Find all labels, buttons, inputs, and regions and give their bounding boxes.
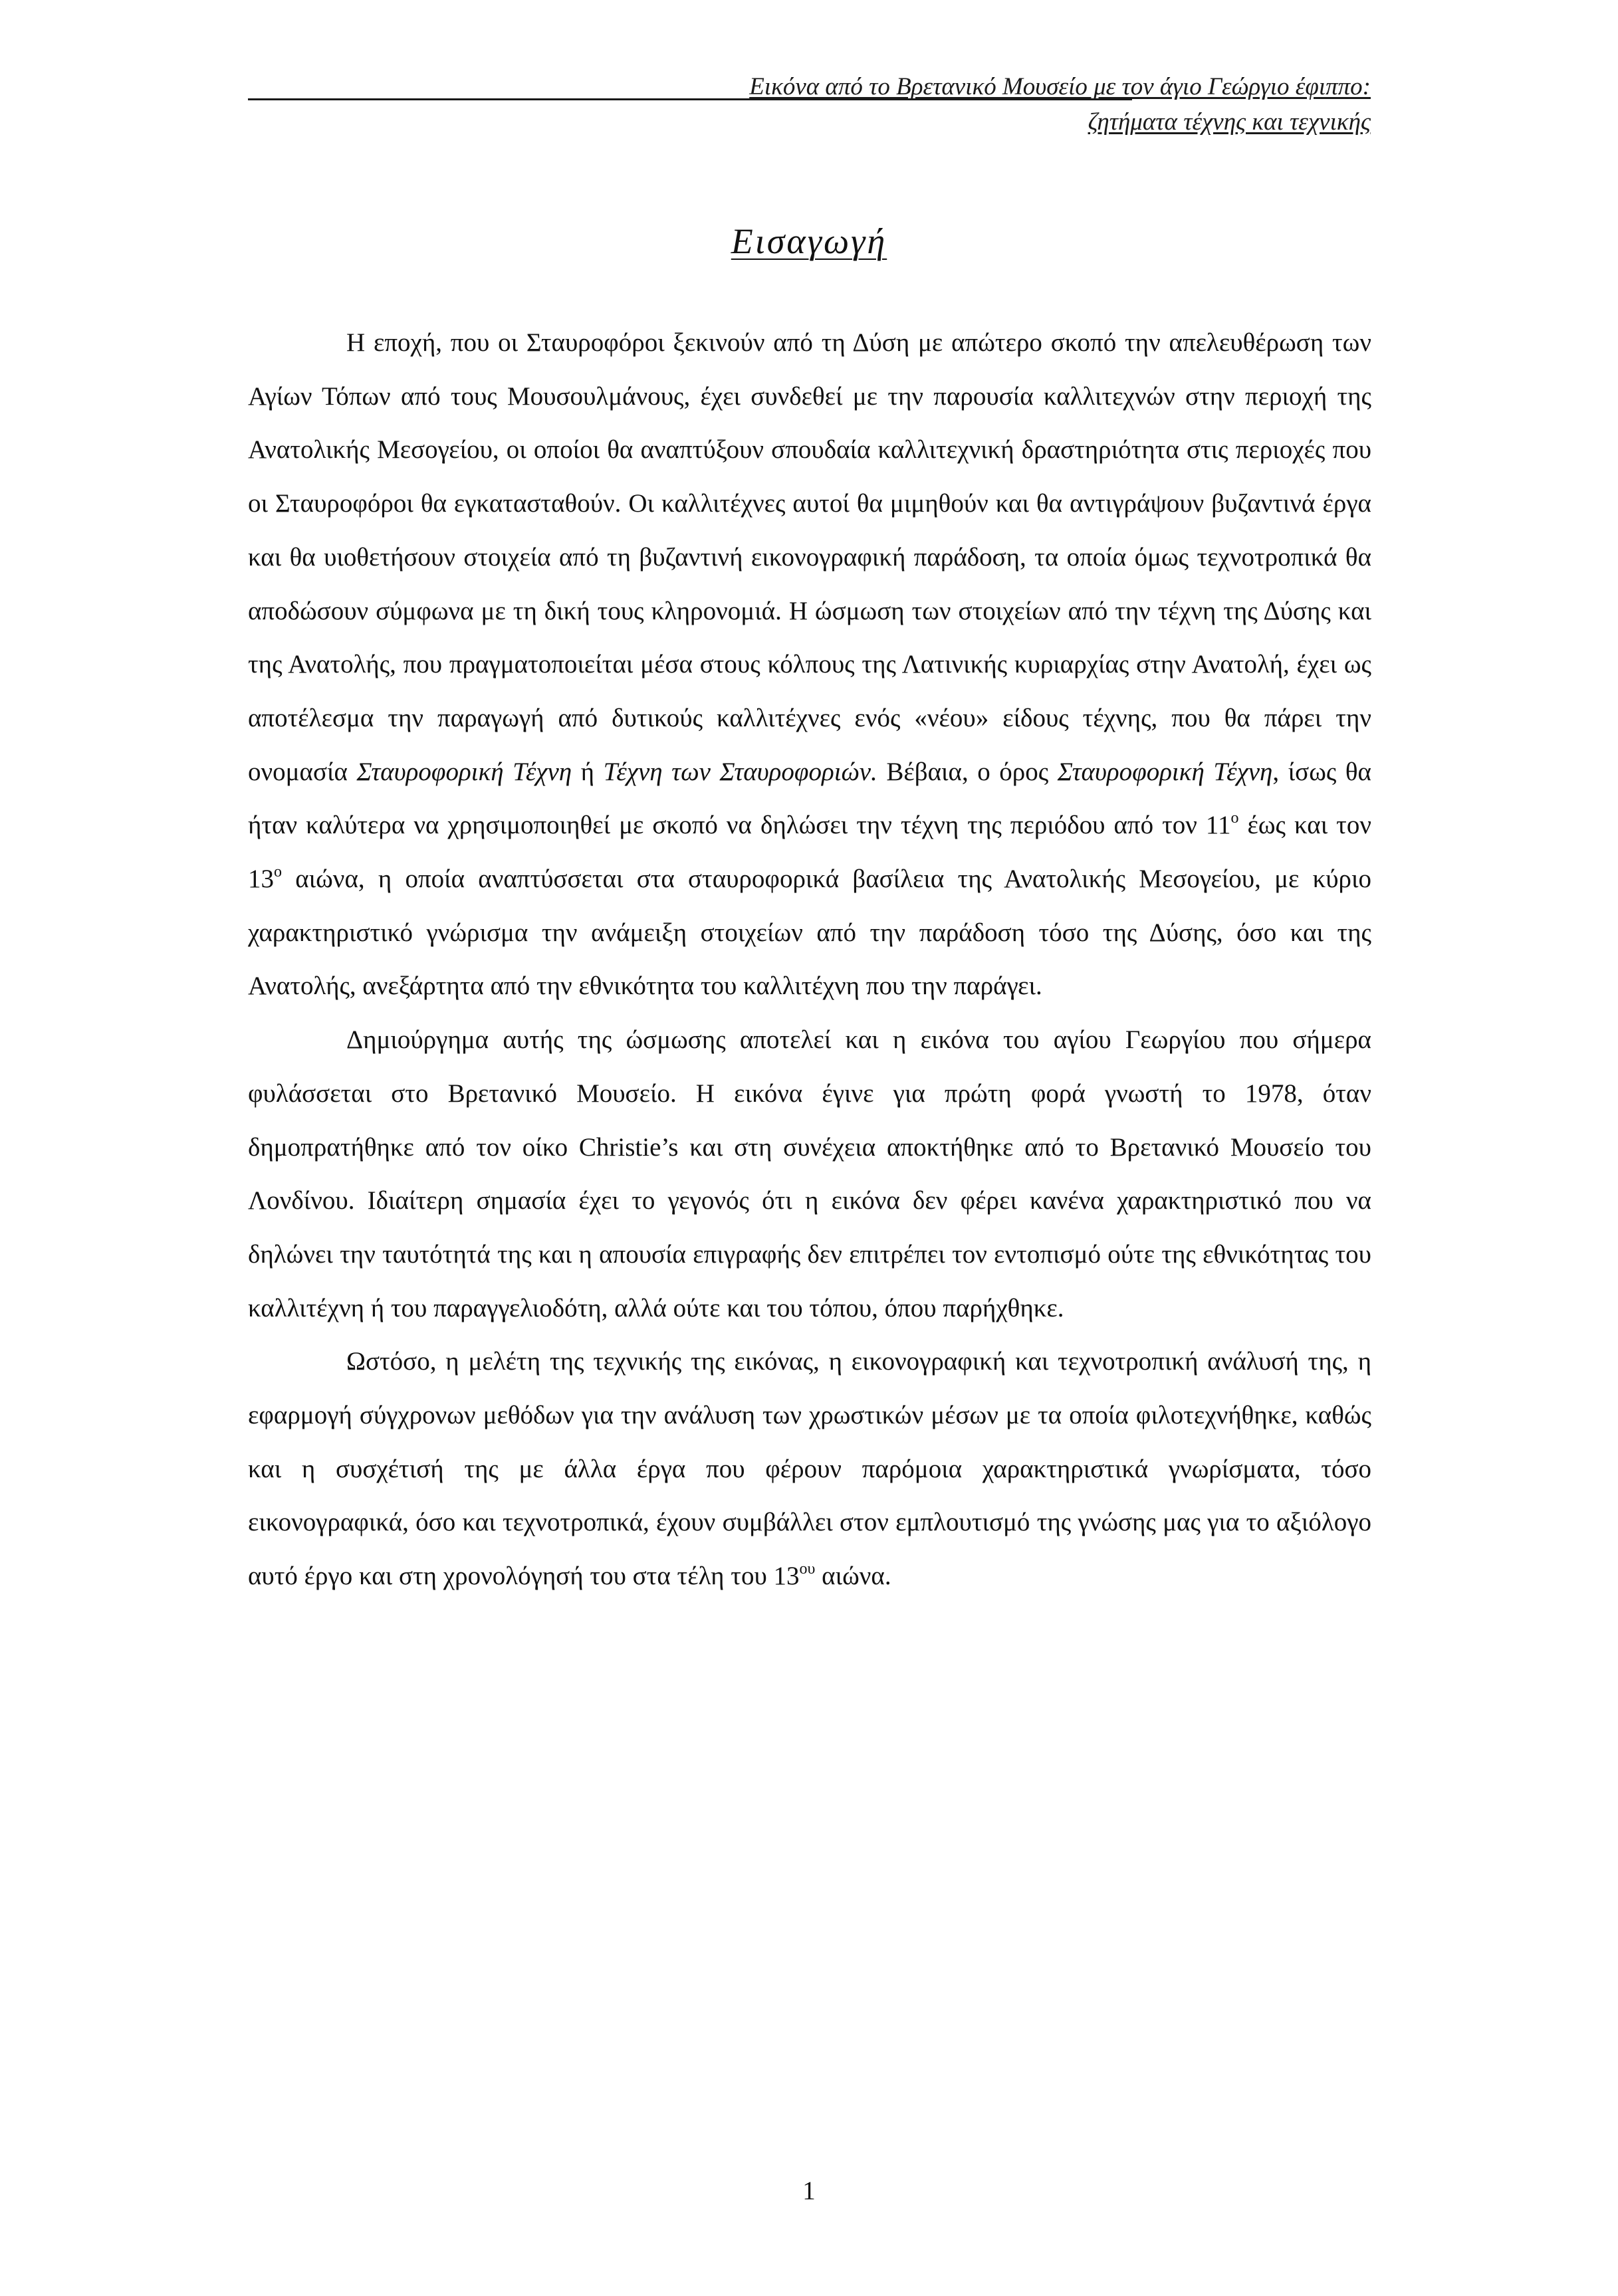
paragraph-1-text-f: αιώνα, η οποία αναπτύσσεται στα σταυροφορικά βασίλεια της Ανατολικής Μεσογείου, με κύριο χαρακτηριστικό γνώρισμα την ανάμειξη στοιχείων από την παράδοση τόσο της Δύσης, όσο και της Ανατολής, ανεξάρτητα από την εθνικότητα του καλλιτέχνη που την παράγει.	[248, 865, 1371, 1001]
paragraph-1-text-a: Η εποχή, που οι Σταυροφόροι ξεκινούν από τη Δύση με απώτερο σκοπό την απελευθέρωση των Αγίων Τόπων από τους Μουσουλμάνους, έχει συνδεθεί με την παρουσία καλλιτεχνών στην περιοχή της Ανατολικής Μεσογείου, οι οποίοι θα αναπτύξουν σπουδαία καλλιτεχνική δραστηριότητα στις περιοχές που οι Σταυροφόροι θα εγκατασταθούν. Οι καλλιτέχνες αυτοί θα μιμηθούν και θα αντιγράψουν βυζαντινά έργα και θα υιοθετήσουν στοιχεία από τη βυζαντινή εικονογραφική παράδοση, τα οποία όμως τεχνοτροπικά θα αποδώσουν σύμφωνα με τη δική τους κληρονομιά. Η ώσμωση των στοιχείων από την τέχνη της Δύσης και της Ανατολής, που πραγματοποιείται μέσα στους κόλπους της Λατινικής κυριαρχίας στην Ανατολή, έχει ως αποτέλεσμα την παραγωγή από δυτικούς καλλιτέχνες ενός «νέου» είδους τέχνης, που θα πάρει την ονομασία	[248, 328, 1371, 786]
ordinal-superscript-1: ο	[1230, 809, 1239, 827]
running-header-line-1: Εικόνα από το Βρετανικό Μουσείο με τον άγιο Γεώργιο έφιππο:	[749, 73, 1371, 100]
paragraph-1-text-e: έως και τον 13	[248, 811, 1371, 894]
page-number: 1	[802, 2176, 816, 2205]
ordinal-superscript-3: ου	[799, 1560, 816, 1578]
paragraph-3-text-a: Ωστόσο, η μελέτη της τεχνικής της εικόνας, η εικονογραφική και τεχνοτροπική ανάλυσή της, η εφαρμογή σύγχρονων μεθόδων για την ανάλυση των χρωστικών μέσων με τα οποία φιλοτεχνήθηκε, καθώς και η συσχέτισή της με άλλα έργα που φέρουν παρόμοια χαρακτηριστικά γνωρίσματα, τόσο εικονογραφικά, όσο και τεχνοτροπικά, έχουν συμβάλλει στον εμπλουτισμό της γνώσης μας για το αξιόλογο αυτό έργο και στη χρονολόγησή του στα τέλη του 13	[248, 1347, 1371, 1591]
paragraph-1-italic-term-3: Σταυροφορική Τέχνη	[1057, 757, 1273, 786]
page-title-text: Εισαγωγή	[731, 221, 887, 261]
paragraph-2: Δημιούργημα αυτής της ώσμωσης αποτελεί και η εικόνα του αγίου Γεωργίου που σήμερα φυλάσσεται στο Βρετανικό Μουσείο. Η εικόνα έγινε για πρώτη φορά γνωστή το 1978, όταν δημοπρατήθηκε από τον οίκο Christie’s και στη συνέχεια αποκτήθηκε από το Βρετανικό Μουσείο του Λονδίνου. Ιδιαίτερη σημασία έχει το γεγονός ότι η εικόνα δεν φέρει κανένα χαρακτηριστικό που να δηλώνει την ταυτότητά της και η απουσία επιγραφής δεν επιτρέπει τον εντοπισμό ούτε της εθνικότητας του καλλιτέχνη ή του παραγγελιοδότη, αλλά ούτε και του τόπου, όπου παρήχθηκε.	[248, 1025, 1371, 1322]
page-title	[0, 218, 1618, 264]
paragraph-1-text-c: Βέβαια, ο όρος	[877, 757, 1058, 786]
running-header-line-2: ζητήματα τέχνης και τεχνικής	[1088, 108, 1371, 136]
ordinal-superscript-2: ο	[274, 863, 282, 881]
running-header	[507, 69, 1371, 140]
paragraph-3-text-b: αιώνα.	[815, 1562, 891, 1591]
body-text	[248, 316, 1371, 1604]
paragraph-1-italic-term-2: Τέχνη των Σταυροφοριών.	[603, 757, 877, 786]
paragraph-1-italic-term-1: Σταυροφορική Τέχνη	[356, 757, 572, 786]
paragraph-1	[248, 316, 1371, 1013]
paragraph-1-text-b: ή	[572, 757, 604, 786]
paragraph-3	[248, 1335, 1371, 1604]
paragraph-1-text-d: , ίσως θα ήταν καλύτερα να χρησιμοποιηθεί με σκοπό να δηλώσει την τέχνη της περιόδου από τον 11	[248, 757, 1371, 840]
